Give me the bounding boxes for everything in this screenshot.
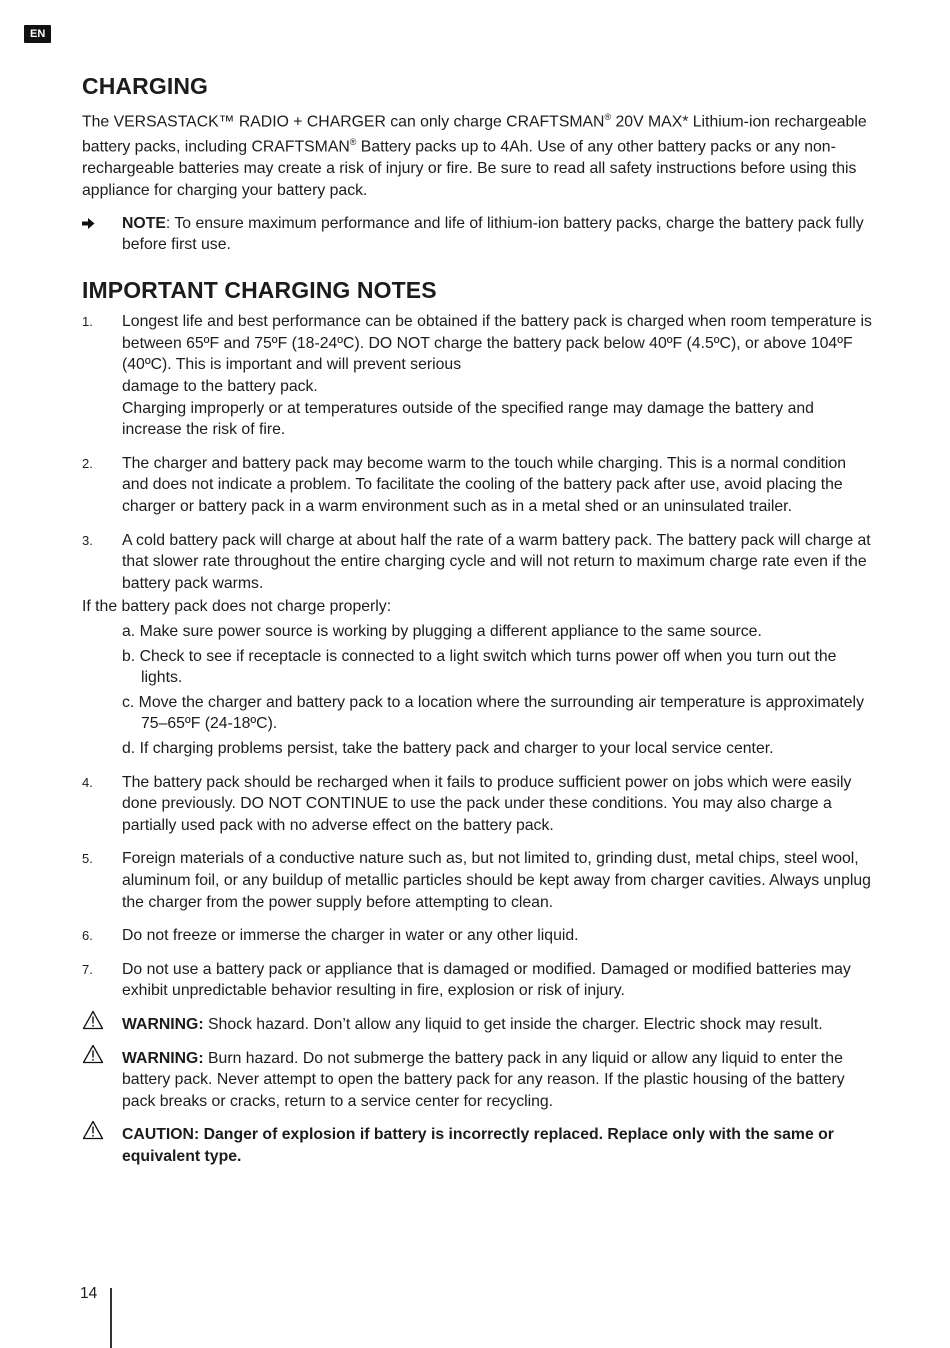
- caution-explosion: CAUTION: Danger of explosion if battery is incorrectly replaced. Replace only with the same or equivalent type.: [82, 1124, 872, 1167]
- list-item-6: 6. Do not freeze or immerse the charger in water or any other liquid.: [82, 927, 579, 945]
- warning-triangle-icon: [82, 1048, 104, 1064]
- page-content: [82, 73, 872, 1167]
- sub-list: [82, 621, 872, 760]
- warning-triangle-icon: [82, 1014, 104, 1030]
- language-badge: EN: [24, 25, 51, 43]
- note-label: NOTE: [122, 214, 166, 232]
- sub-item-a: a. Make sure power source is working by plugging a different appliance to the same source.: [122, 623, 762, 640]
- note-row: [82, 213, 872, 256]
- section-title-charging: CHARGING: [82, 73, 209, 99]
- list-item-5: 5. Foreign materials of a conductive nature such as, but not limited to, grinding dust, metal chips, steel wool, aluminum foil, or any buildup of metallic particles should be kept away from charger cavities. Always unplug the charger from the power supply before attempting to clean.: [82, 850, 871, 911]
- list-item-3: 3. A cold battery pack will charge at about half the rate of a warm battery pack. The battery pack will charge at that slower rate throughout the entire charging cycle and will not return to maximum charge rate even if the battery pack warms.: [82, 531, 871, 592]
- note-text: : To ensure maximum performance and life of lithium-ion battery packs, charge the battery pack fully before first use.: [122, 214, 864, 254]
- warning-burn: WARNING: Burn hazard. Do not submerge the battery pack in any liquid or allow any liquid to enter the battery pack. Never attempt to open the battery pack for any reason. If the plastic housing of the battery pack breaks or cracks, return to a service center for recycling.: [82, 1048, 872, 1113]
- list-item-4: 4. The battery pack should be recharged when it fails to produce sufficient power on jobs which were easily done previously. DO NOT CONTINUE to use the pack under these conditions. You may also charge a partially used pack with no adverse effect on the battery pack.: [82, 773, 852, 834]
- sub-item-c: c. Move the charger and battery pack to a location where the surrounding air temperature is approximately 75–65ºF (24-18ºC).: [122, 693, 864, 733]
- list-item-1: 1. Longest life and best performance can be obtained if the battery pack is charged when room temperature is between 65ºF and 75ºF (18-24ºC). DO NOT charge the battery pack below 40ºF (4.5ºC), or above 104ºF (40ºC). This is important and will prevent serious damage to the battery pack. Charging improperly or at temperatures outside of the specified range may damage the battery and increase the risk of fire.: [82, 313, 872, 439]
- warning-shock: WARNING: Shock hazard. Don’t allow any liquid to get inside the charger. Electric shock may result.: [82, 1014, 872, 1036]
- list-item-7: 7. Do not use a battery pack or appliance that is damaged or modified. Damaged or modified batteries may exhibit unpredictable behavior resulting in fire, explosion or risk of injury.: [82, 960, 851, 1000]
- sub-item-b: b. Check to see if receptacle is connected to a light switch which turns power off when you turn out the lights.: [122, 647, 837, 687]
- warning-triangle-icon: [82, 1124, 104, 1140]
- section-title-important-notes: IMPORTANT CHARGING NOTES: [82, 276, 437, 303]
- page-number: 14: [80, 1285, 98, 1302]
- charging-intro-paragraph: The VERSASTACK™ RADIO + CHARGER can only charge CRAFTSMAN® 20V MAX* Lithium-ion rechargeable battery packs, including CRAFTSMAN® Battery packs up to 4Ah. Use of any other battery packs or any non-rechargeable batteries may create a risk of injury or fire. Be sure to read all safety instructions before using this appliance for charging your battery pack.: [82, 111, 867, 199]
- list-item-2: 2. The charger and battery pack may become warm to the touch while charging. This is a normal condition and does not indicate a problem. To facilitate the cooling of the battery pack after use, avoid placing the charger or battery pack in a warm environment such as in a metal shed or an uninsulated trailer.: [82, 454, 847, 516]
- sub-list-intro: If the battery pack does not charge properly:: [82, 598, 392, 616]
- sub-item-d: d. If charging problems persist, take the battery pack and charger to your local service center.: [122, 739, 774, 757]
- arrow-right-icon: [82, 213, 95, 236]
- page-number-divider: [110, 1288, 112, 1348]
